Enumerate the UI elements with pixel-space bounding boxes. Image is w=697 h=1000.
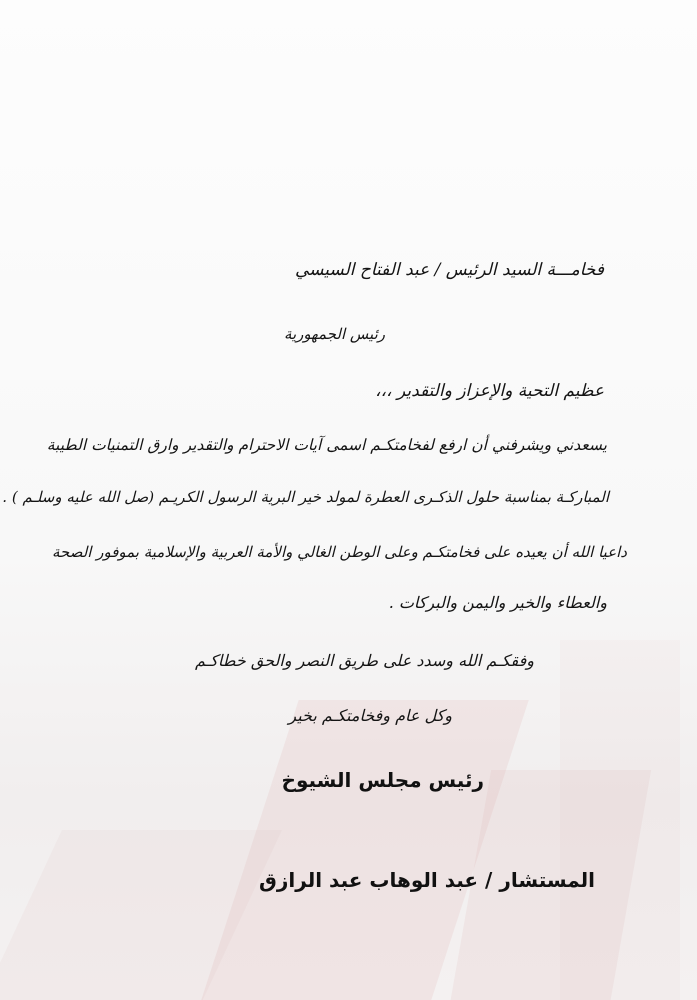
- watermark-shape: [201, 700, 528, 1000]
- body-paragraph-1-line-1: يسعدني ويشرفني أن ارفع لفخامتكـم اسمى آيات الاحترام والتقدير وارق التمنيات الطيبة: [46, 436, 607, 454]
- greeting: عظيم التحية والإعزاز والتقدير ،،،: [375, 381, 604, 401]
- signatory-name: المستشار / عبد الوهاب عبد الرازق: [259, 868, 595, 892]
- recipient-title: رئيس الجمهورية: [283, 325, 385, 343]
- closing-line-1: وفقكـم الله وسدد على طريق النصر والحق خطاكـم: [194, 651, 534, 670]
- closing-line-2: وكل عام وفخامتكـم بخير: [288, 706, 452, 725]
- signatory-title: رئيس مجلس الشيوخ: [281, 768, 484, 792]
- body-paragraph-1-line-2: المباركـة بمناسبة حلول الذكـرى العطرة لمولد خير البرية الرسول الكريـم (صل الله عليه وسلـم ) .: [2, 488, 609, 506]
- watermark-shape: [560, 640, 680, 1000]
- body-paragraph-2-line-2: والعطاء والخير واليمن والبركات .: [388, 593, 607, 612]
- body-paragraph-2-line-1: داعيا الله أن يعيده على فخامتكـم وعلى الوطن الغالي والأمة العربية والإسلامية بموفور الصحة: [51, 543, 627, 561]
- watermark-shape: [0, 830, 282, 1000]
- recipient-line: فخامـــة السيد الرئيس / عبد الفتاح السيسي: [294, 260, 604, 280]
